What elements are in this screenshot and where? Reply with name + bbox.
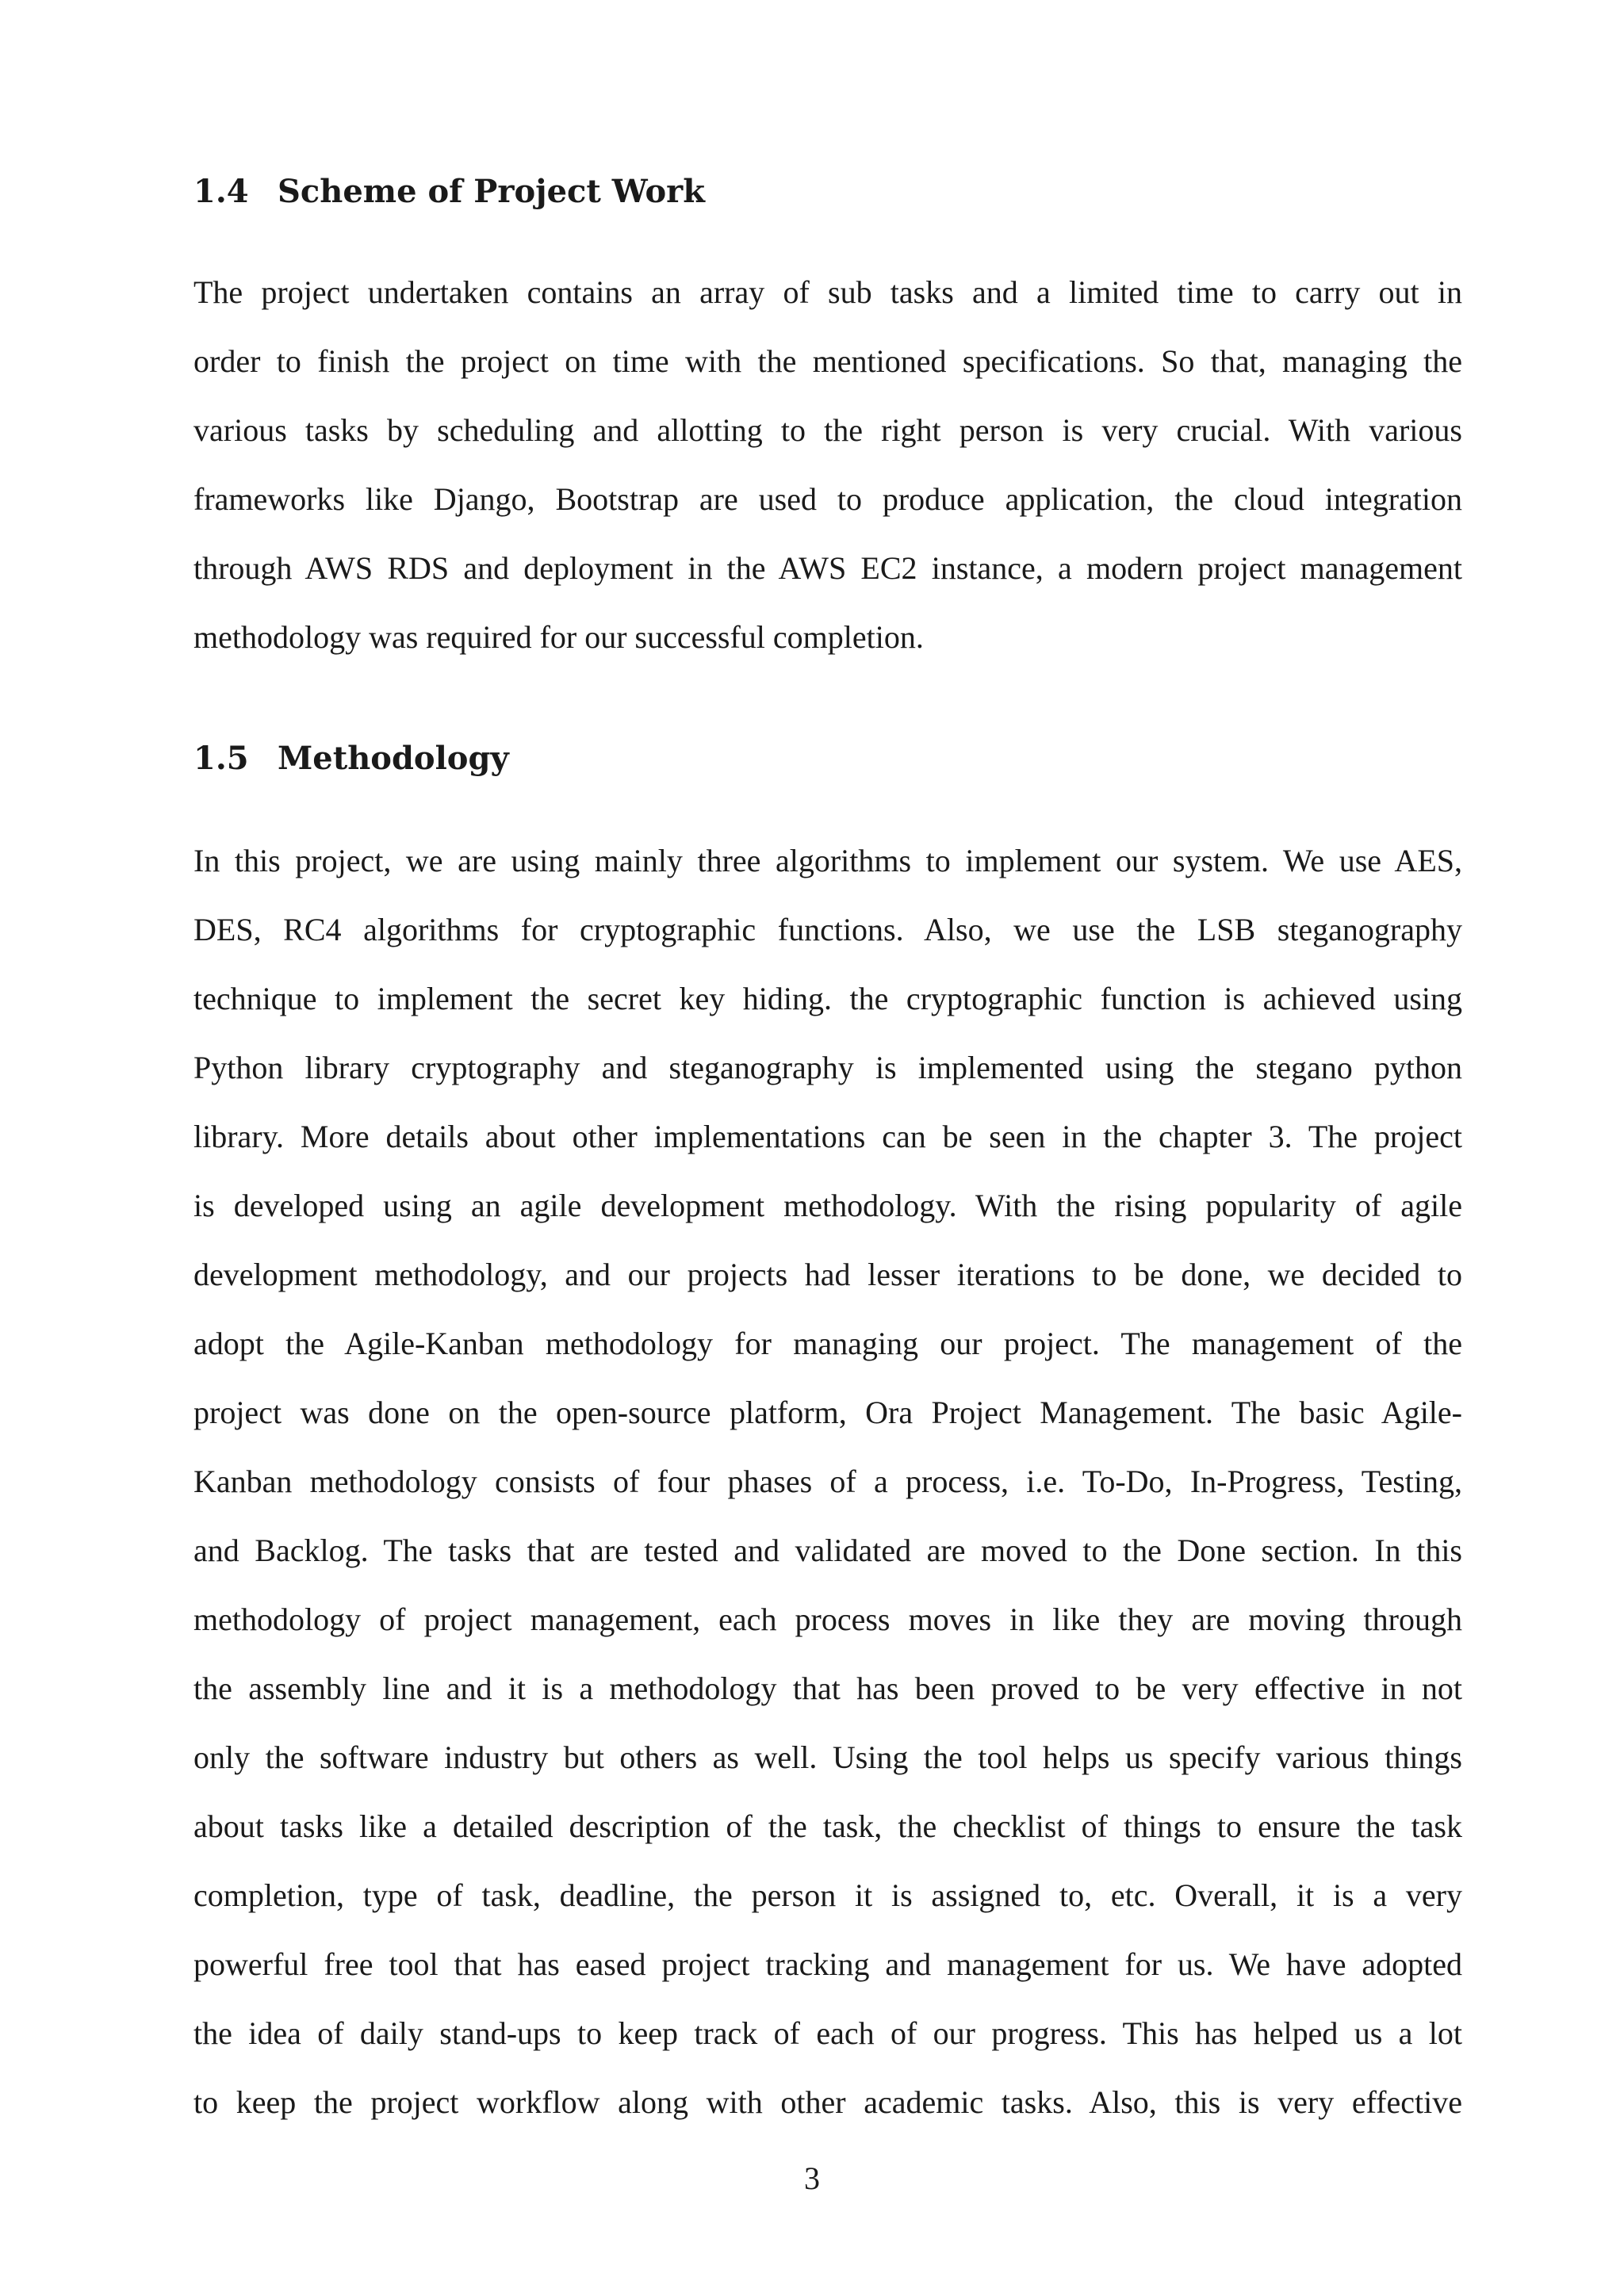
page-number: 3 [804, 2160, 820, 2196]
paragraph-line: The project undertaken contains an array of sub tasks and a limited time to carry out in [193, 274, 1462, 310]
paragraph-methodology [193, 826, 1462, 2137]
paragraph-line: to keep the project workflow along with other academic tasks. Also, this is very effective [193, 2084, 1462, 2120]
paragraph-scheme-of-project-work [193, 258, 1462, 672]
paragraph-line: completion, type of task, deadline, the person it is assigned to, etc. Overall, it is a very [193, 1877, 1462, 1913]
paragraph-line: DES, RC4 algorithms for cryptographic functions. Also, we use the LSB steganography [193, 912, 1462, 947]
paragraph-line: through AWS RDS and deployment in the AWS EC2 instance, a modern project management [193, 550, 1462, 586]
paragraph-line: is developed using an agile development methodology. With the rising popularity of agile [193, 1188, 1462, 1223]
section-heading-1-4 [193, 173, 705, 210]
paragraph-line: powerful free tool that has eased project tracking and management for us. We have adopted [193, 1946, 1462, 1982]
paragraph-line: Kanban methodology consists of four phases of a process, i.e. To-Do, In-Progress, Testing, [193, 1464, 1462, 1499]
section-heading-1-5 [193, 740, 509, 777]
paragraph-line: development methodology, and our projects had lesser iterations to be done, we decided to [193, 1257, 1462, 1292]
section-title: Methodology [278, 740, 509, 777]
paragraph-line: technique to implement the secret key hiding. the cryptographic function is achieved using [193, 981, 1462, 1016]
paragraph-line: In this project, we are using mainly three algorithms to implement our system. We use AES, [193, 843, 1462, 878]
paragraph-line: and Backlog. The tasks that are tested and validated are moved to the Done section. In this [193, 1533, 1462, 1568]
paragraph-line: project was done on the open-source platform, Ora Project Management. The basic Agile- [193, 1395, 1462, 1430]
section-title: Scheme of Project Work [278, 173, 705, 210]
paragraph-line: the idea of daily stand-ups to keep track of each of our progress. This has helped us a lot [193, 2015, 1462, 2051]
section-number: 1.4 [193, 173, 249, 210]
paragraph-line: only the software industry but others as well. Using the tool helps us specify various things [193, 1739, 1462, 1775]
paragraph-line: frameworks like Django, Bootstrap are used to produce application, the cloud integration [193, 481, 1462, 517]
paragraph-line: various tasks by scheduling and allotting to the right person is very crucial. With various [193, 412, 1462, 448]
paragraph-line: Python library cryptography and steganography is implemented using the stegano python [193, 1050, 1462, 1085]
paragraph-line: library. More details about other implementations can be seen in the chapter 3. The project [193, 1119, 1462, 1154]
paragraph-line: the assembly line and it is a methodology that has been proved to be very effective in not [193, 1670, 1462, 1706]
paragraph-line: methodology of project management, each process moves in like they are moving through [193, 1601, 1462, 1637]
paragraph-line: methodology was required for our successful completion. [193, 619, 924, 655]
paragraph-line: about tasks like a detailed description of the task, the checklist of things to ensure the task [193, 1808, 1462, 1844]
paragraph-line: order to finish the project on time with the mentioned specifications. So that, managing the [193, 343, 1462, 379]
section-number: 1.5 [193, 740, 249, 777]
paragraph-line: adopt the Agile-Kanban methodology for managing our project. The management of the [193, 1326, 1462, 1361]
